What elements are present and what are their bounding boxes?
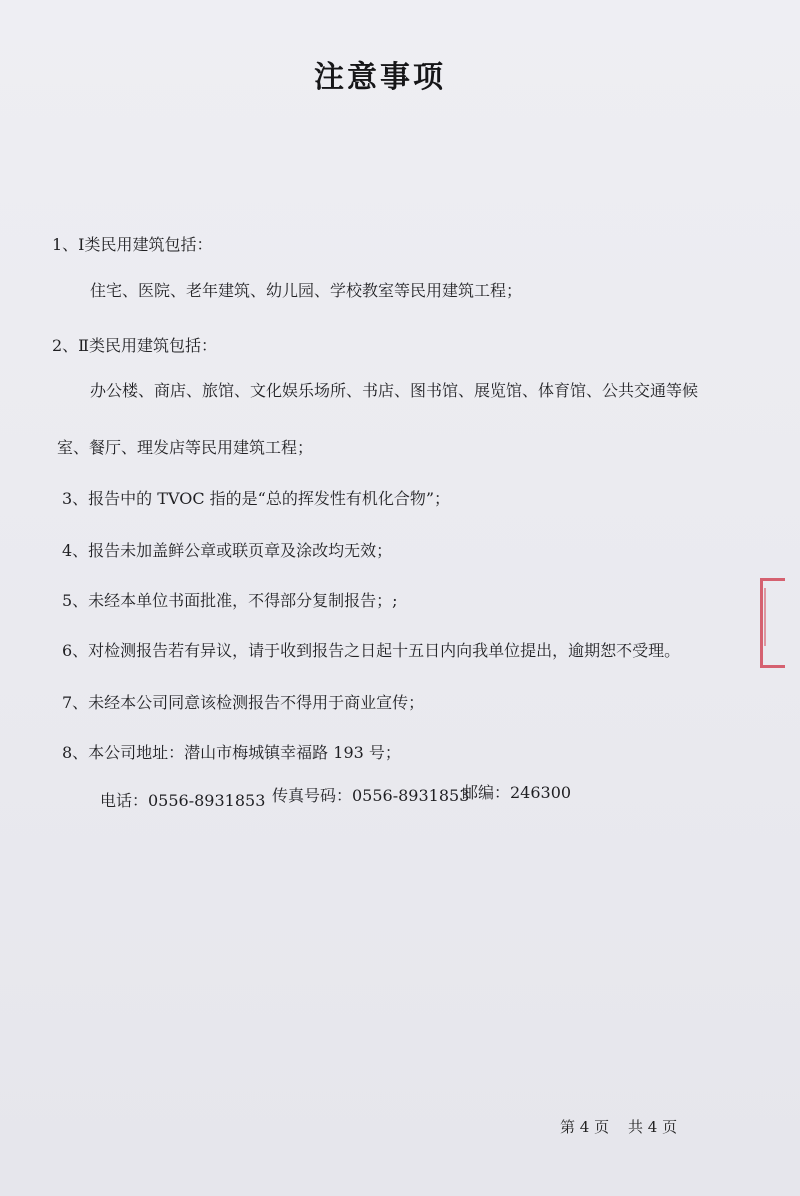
notice-item-3: 3、报告中的 TVOC 指的是“总的挥发性有机化合物”；	[62, 489, 451, 508]
notice-item-2-detail-continued: 室、餐厅、理发店等民用建筑工程；	[57, 438, 314, 457]
notice-item-4: 4、报告未加盖鲜公章或联页章及涂改均无效；	[62, 541, 393, 560]
contact-postcode: 邮编：246300	[462, 783, 572, 802]
page-title: 注意事项	[314, 60, 446, 95]
notice-item-2-heading: 2、Ⅱ类民用建筑包括：	[52, 336, 218, 355]
contact-fax: 传真号码：0556-8931853	[272, 786, 470, 805]
seal-stamp-inner-mark	[764, 588, 774, 646]
notice-item-8: 8、本公司地址：潜山市梅城镇幸福路 193 号；	[62, 743, 401, 762]
total-pages: 共 4 页	[628, 1118, 678, 1136]
notice-item-1-heading: 1、Ⅰ类民用建筑包括：	[52, 235, 213, 254]
notice-item-5: 5、未经本单位书面批准，不得部分复制报告；;	[62, 591, 398, 610]
contact-phone: 电话：0556-8931853	[100, 791, 266, 810]
notice-item-6: 6、对检测报告若有异议，请于收到报告之日起十五日内向我单位提出，逾期恕不受理。	[62, 641, 681, 660]
notice-item-1-detail: 住宅、医院、老年建筑、幼儿园、学校教室等民用建筑工程；	[90, 281, 523, 300]
notice-item-7: 7、未经本公司同意该检测报告不得用于商业宣传；	[62, 693, 425, 712]
notice-item-2-detail: 办公楼、商店、旅馆、文化娱乐场所、书店、图书馆、展览馆、体育馆、公共交通等候	[90, 381, 699, 400]
page-number: 第 4 页	[560, 1118, 610, 1136]
